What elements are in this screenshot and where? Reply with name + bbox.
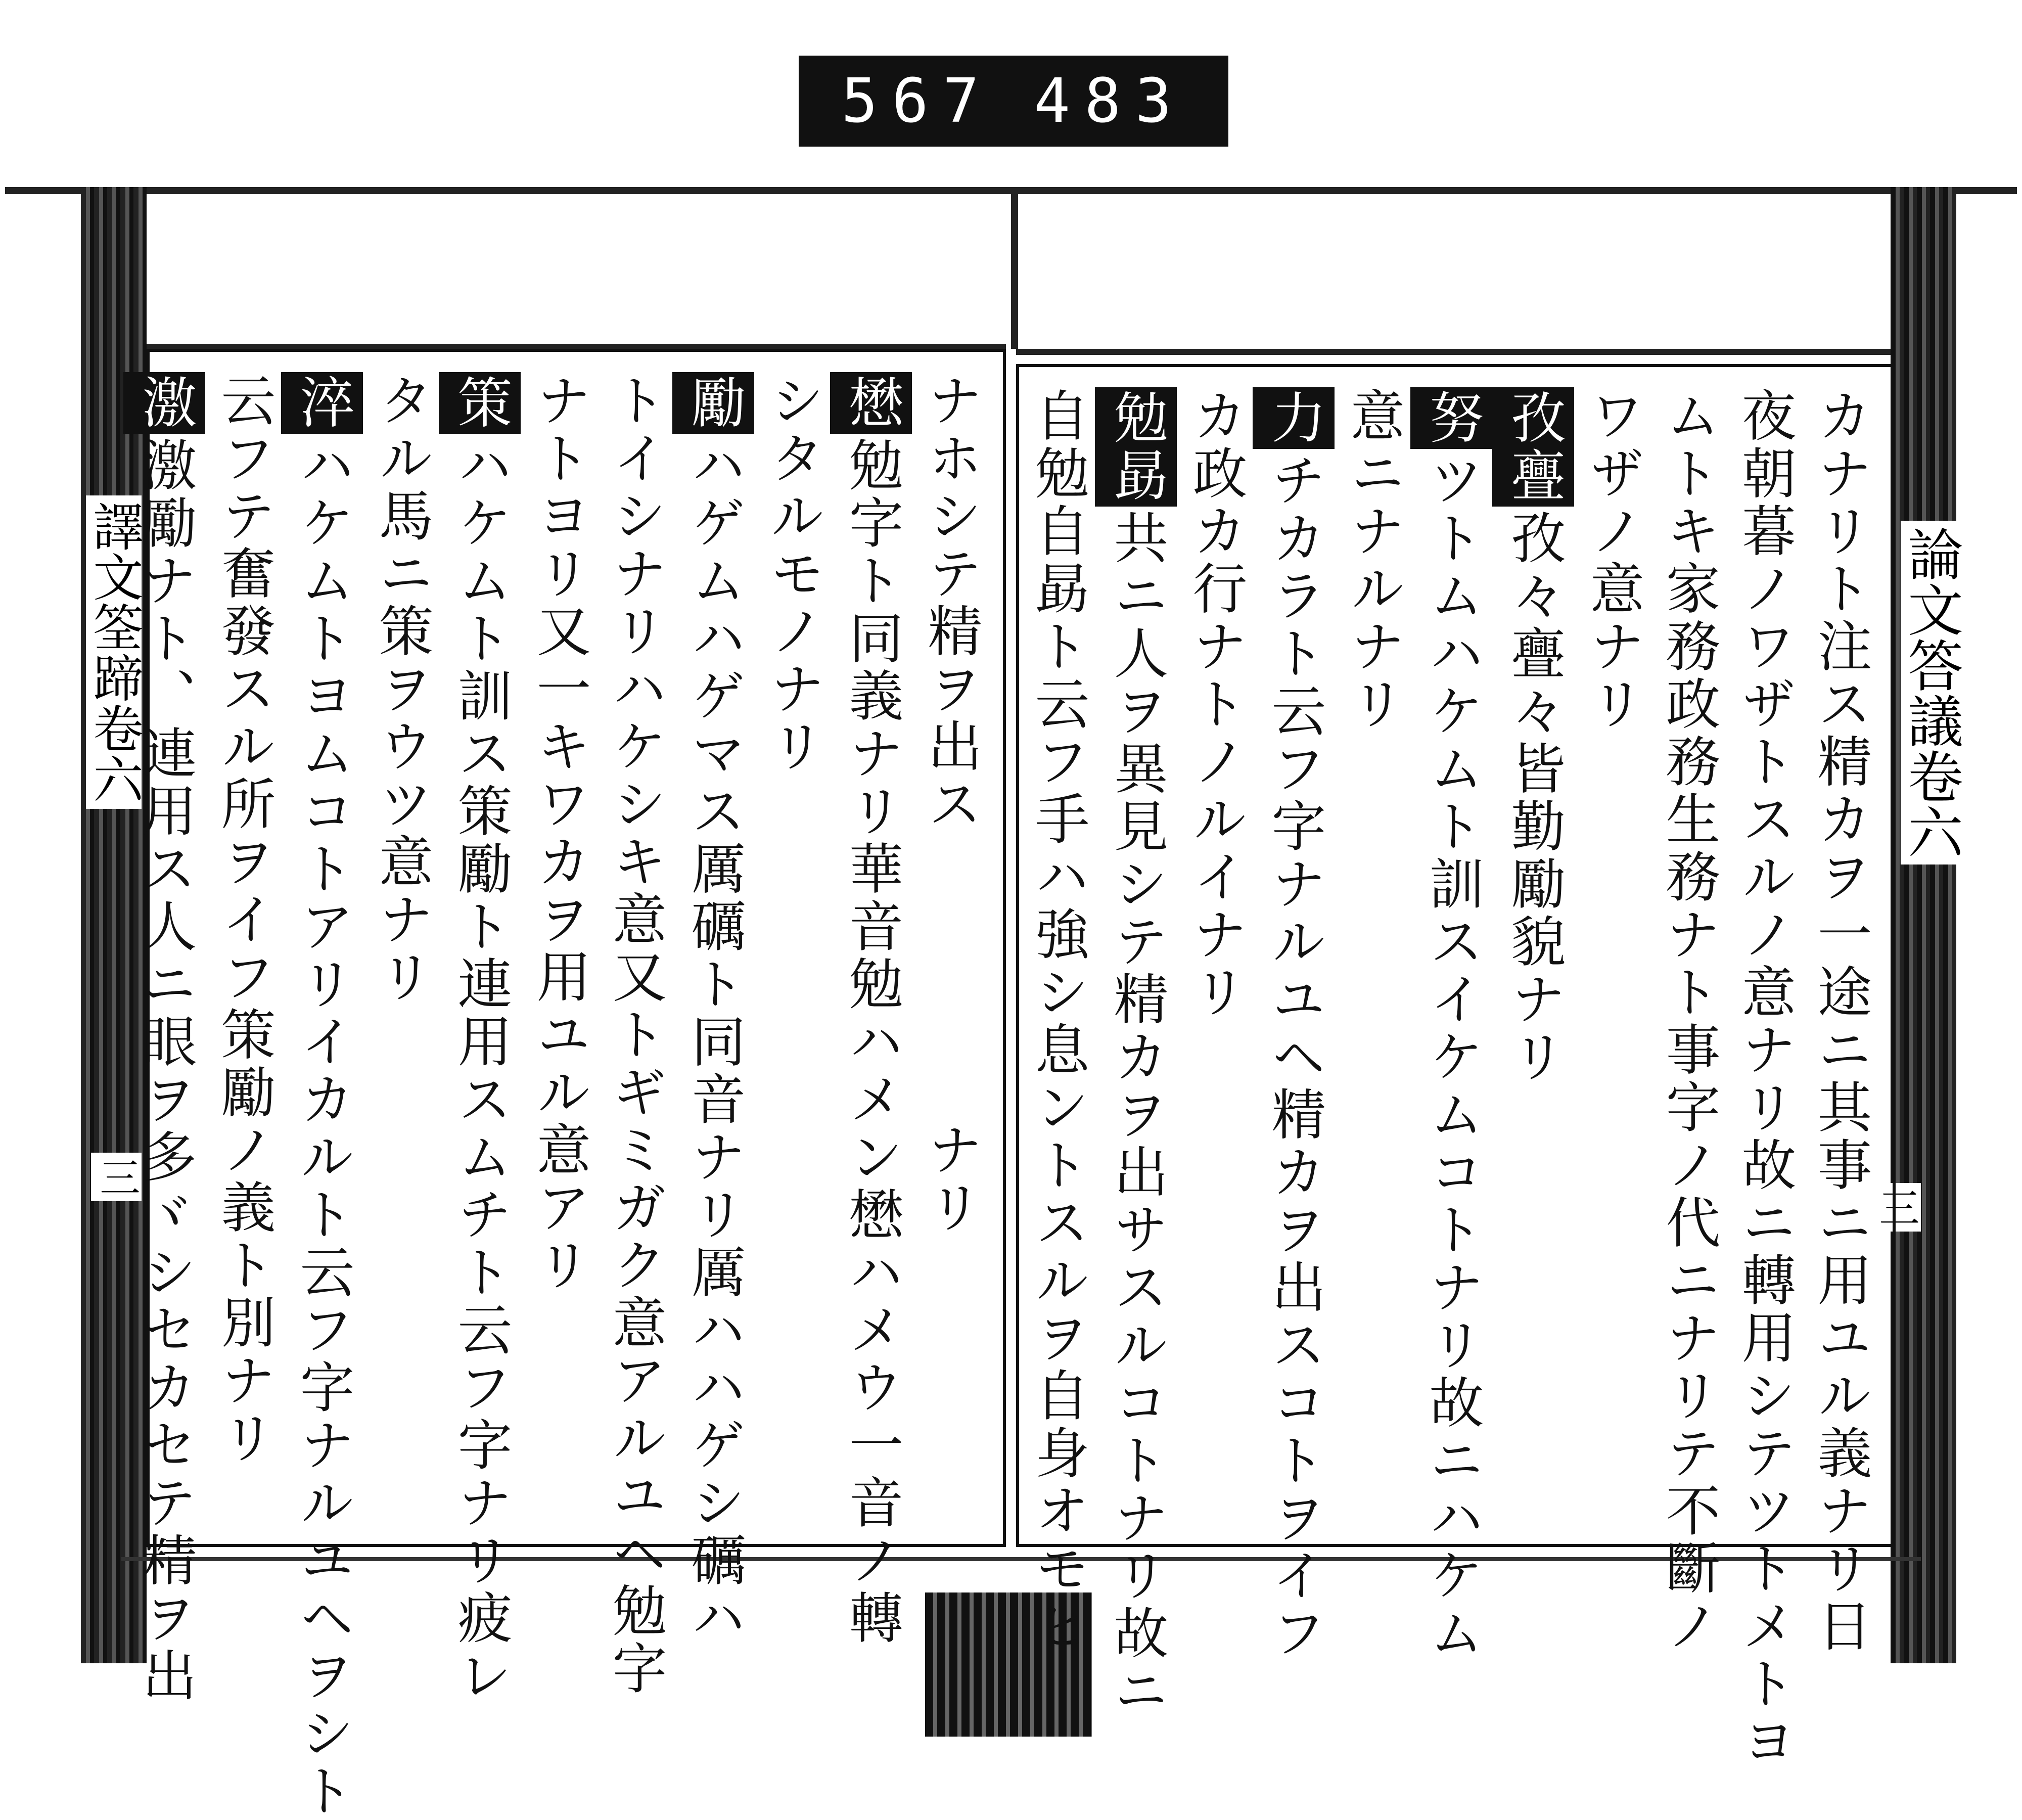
reference-number-label [799,56,1228,147]
text-line [1177,387,1253,1544]
text-line [596,372,672,1698]
entry-headword: 激 [123,372,205,434]
text-line [1726,387,1802,1770]
left-folio-number: 三 [91,1153,142,1201]
entry-line [439,372,521,1705]
entry-headword: 淬 [281,372,363,434]
right-binding-strip [1891,187,1956,1663]
entry-headword: 勉勗 [1095,387,1177,507]
line-text: 夜朝暮ノワザトスルノ意ナリ故ニ轉用シテツトメトヨ [1732,387,1796,1770]
right-page [1016,364,1896,1770]
line-text: カナリト注ス精カヲ一途ニ其事ニ用ユル義ナリ日 [1808,387,1871,1655]
text-line [1802,387,1877,1655]
line-text: タル馬ニ策ヲウツ意ナリ [370,372,433,1006]
entry-line [830,372,912,1647]
line-text: 共ニ人ヲ異見シテ精カヲ出サスルコトナリ故ニ [1105,510,1168,1720]
text-line [1019,387,1095,1655]
entry-line [1492,387,1574,1544]
entry-headword: 勵 [672,372,754,434]
left-margin-title: 譯文筌蹄卷六 [86,495,142,809]
entry-line [1410,387,1492,1662]
entry-headword: 力 [1253,387,1335,449]
line-text: ナホシテ精ヲ出ス ナリ [918,372,982,1237]
line-text: 自勉自勗ト云フ手ハ強シ息ントスルヲ自身オモヒ [1026,387,1089,1655]
entry-headword: 策 [439,372,521,434]
left-page-text [133,352,988,1820]
text-line [912,372,988,1544]
entry-line [281,372,363,1820]
text-line [1574,387,1650,1544]
entry-line [1253,387,1335,1662]
line-text: シタルモノナリ [761,372,824,776]
book-spine-top [1011,187,1018,349]
right-folio-number: 三 [1870,1183,1921,1232]
text-line [1335,387,1410,1544]
line-text: ワザノ意ナリ [1581,387,1644,733]
entry-line [1095,387,1177,1720]
entry-headword: 懋 [830,372,912,434]
text-line [363,372,439,1544]
text-line [1650,387,1726,1655]
right-margin-title: 論文答議卷六 [1901,521,1961,864]
line-text: 勉字ト同義ナリ華音勉ハメン懋ハメウ一音ノ轉 [840,437,903,1647]
line-text: 云フテ奮發スル所ヲイフ策勵ノ義ト別ナリ [212,372,275,1467]
line-text: ハゲムハゲマス厲礪ト同音ナリ厲ハハゲシ礪ハ [682,437,745,1647]
line-text: ナトヨリ又一キワカヲ用ユル意アリ [527,372,590,1294]
line-text: カ政カ行ナトノルイナリ [1183,387,1247,1021]
line-text: 激勵ナト、連用ス人ニ眼ヲ多ヾシセカセテ精ヲ出 [133,437,196,1705]
entry-headword: 孜亹 [1492,387,1574,507]
line-text: ハケムトヨムコトアリイカルト云フ字ナルユヘヲシト [291,437,354,1820]
reference-number-right: 483 [1034,66,1186,136]
entry-headword: 努 [1410,387,1492,449]
entry-line [123,372,205,1705]
right-page-text [1026,367,1877,1770]
reference-number-left: 567 [841,66,993,136]
left-page [133,349,1006,1820]
line-text: 意ニナルナリ [1341,387,1404,733]
line-text: トイシナリハケシキ意又トギミガク意アルユヘ勉字 [603,372,666,1698]
line-text: 孜々亹々皆勤勵貌ナリ [1502,510,1565,1086]
line-text: ハケムト訓ス策勵ト連用スムチト云フ字ナリ疲レ [448,437,512,1705]
text-line [754,372,830,1544]
book-bottom-edge [121,1557,1921,1561]
right-page-top-rule [1016,349,1891,355]
line-text: ムトキ家務政務生務ナト事字ノ代ニナリテ不斷ノ [1657,387,1720,1655]
entry-line [672,372,754,1647]
text-line [521,372,596,1544]
line-text: ツトムハケムト訓スイケムコトナリ故ニハケム [1420,452,1483,1662]
text-line [205,372,281,1544]
line-text: チカラト云フ字ナルユヘ精カヲ出スコトヲイフ [1262,452,1325,1662]
